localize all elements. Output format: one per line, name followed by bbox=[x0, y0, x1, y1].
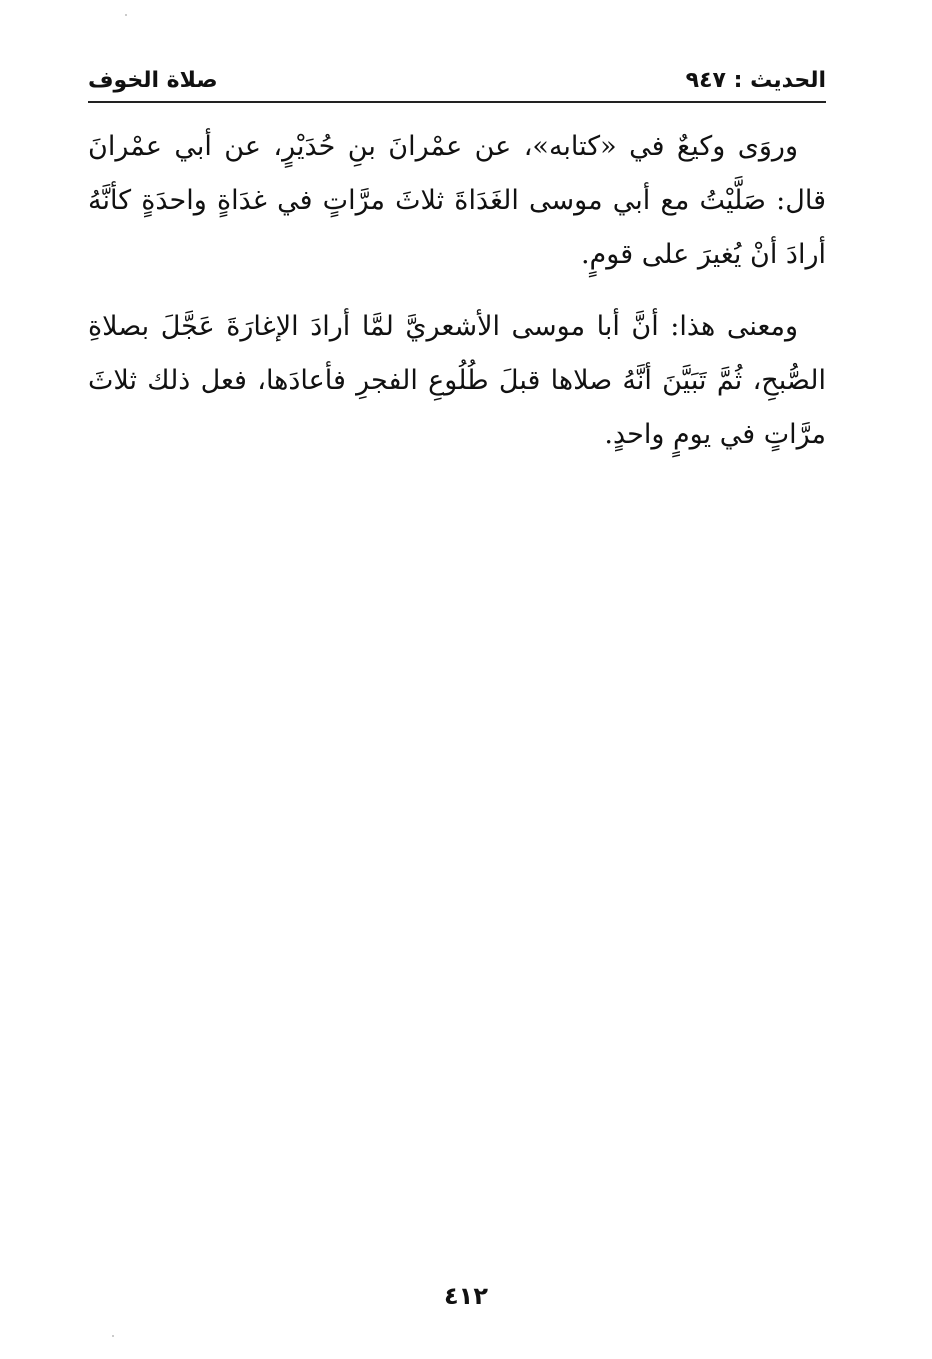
running-header bbox=[88, 64, 826, 100]
page-number: ٤١٢ bbox=[444, 1282, 488, 1310]
paragraph-1: وروَى وكيعٌ في «كتابه»، عن عمْرانَ بنِ حُدَيْرٍ، عن أبي عمْرانَ قال: صَلَّيْتُ مع أبي موسى الغَدَاةَ ثلاثَ مرَّاتٍ في غدَاةٍ واحدَةٍ كأنَّهُ أرادَ أنْ يُغيرَ على قومٍ. bbox=[88, 131, 826, 270]
paragraph-2: ومعنى هذا: أنَّ أبا موسى الأشعريَّ لمَّا أرادَ الإغارَةَ عَجَّلَ بصلاةِ الصُّبحِ، ثُمَّ تَبَيَّنَ أنَّهُ صلاها قبلَ طُلُوعِ الفجرِ فأعادَها، فعل ذلك ثلاثَ مرَّاتٍ في يومٍ واحدٍ. bbox=[88, 311, 826, 450]
hadith-number-label: الحديث : ٩٤٧ bbox=[685, 68, 826, 93]
main-text bbox=[88, 120, 826, 480]
scan-speck bbox=[112, 1335, 114, 1337]
scan-speck bbox=[125, 14, 127, 16]
header-divider bbox=[88, 101, 826, 103]
chapter-title: صلاة الخوف bbox=[88, 68, 218, 93]
